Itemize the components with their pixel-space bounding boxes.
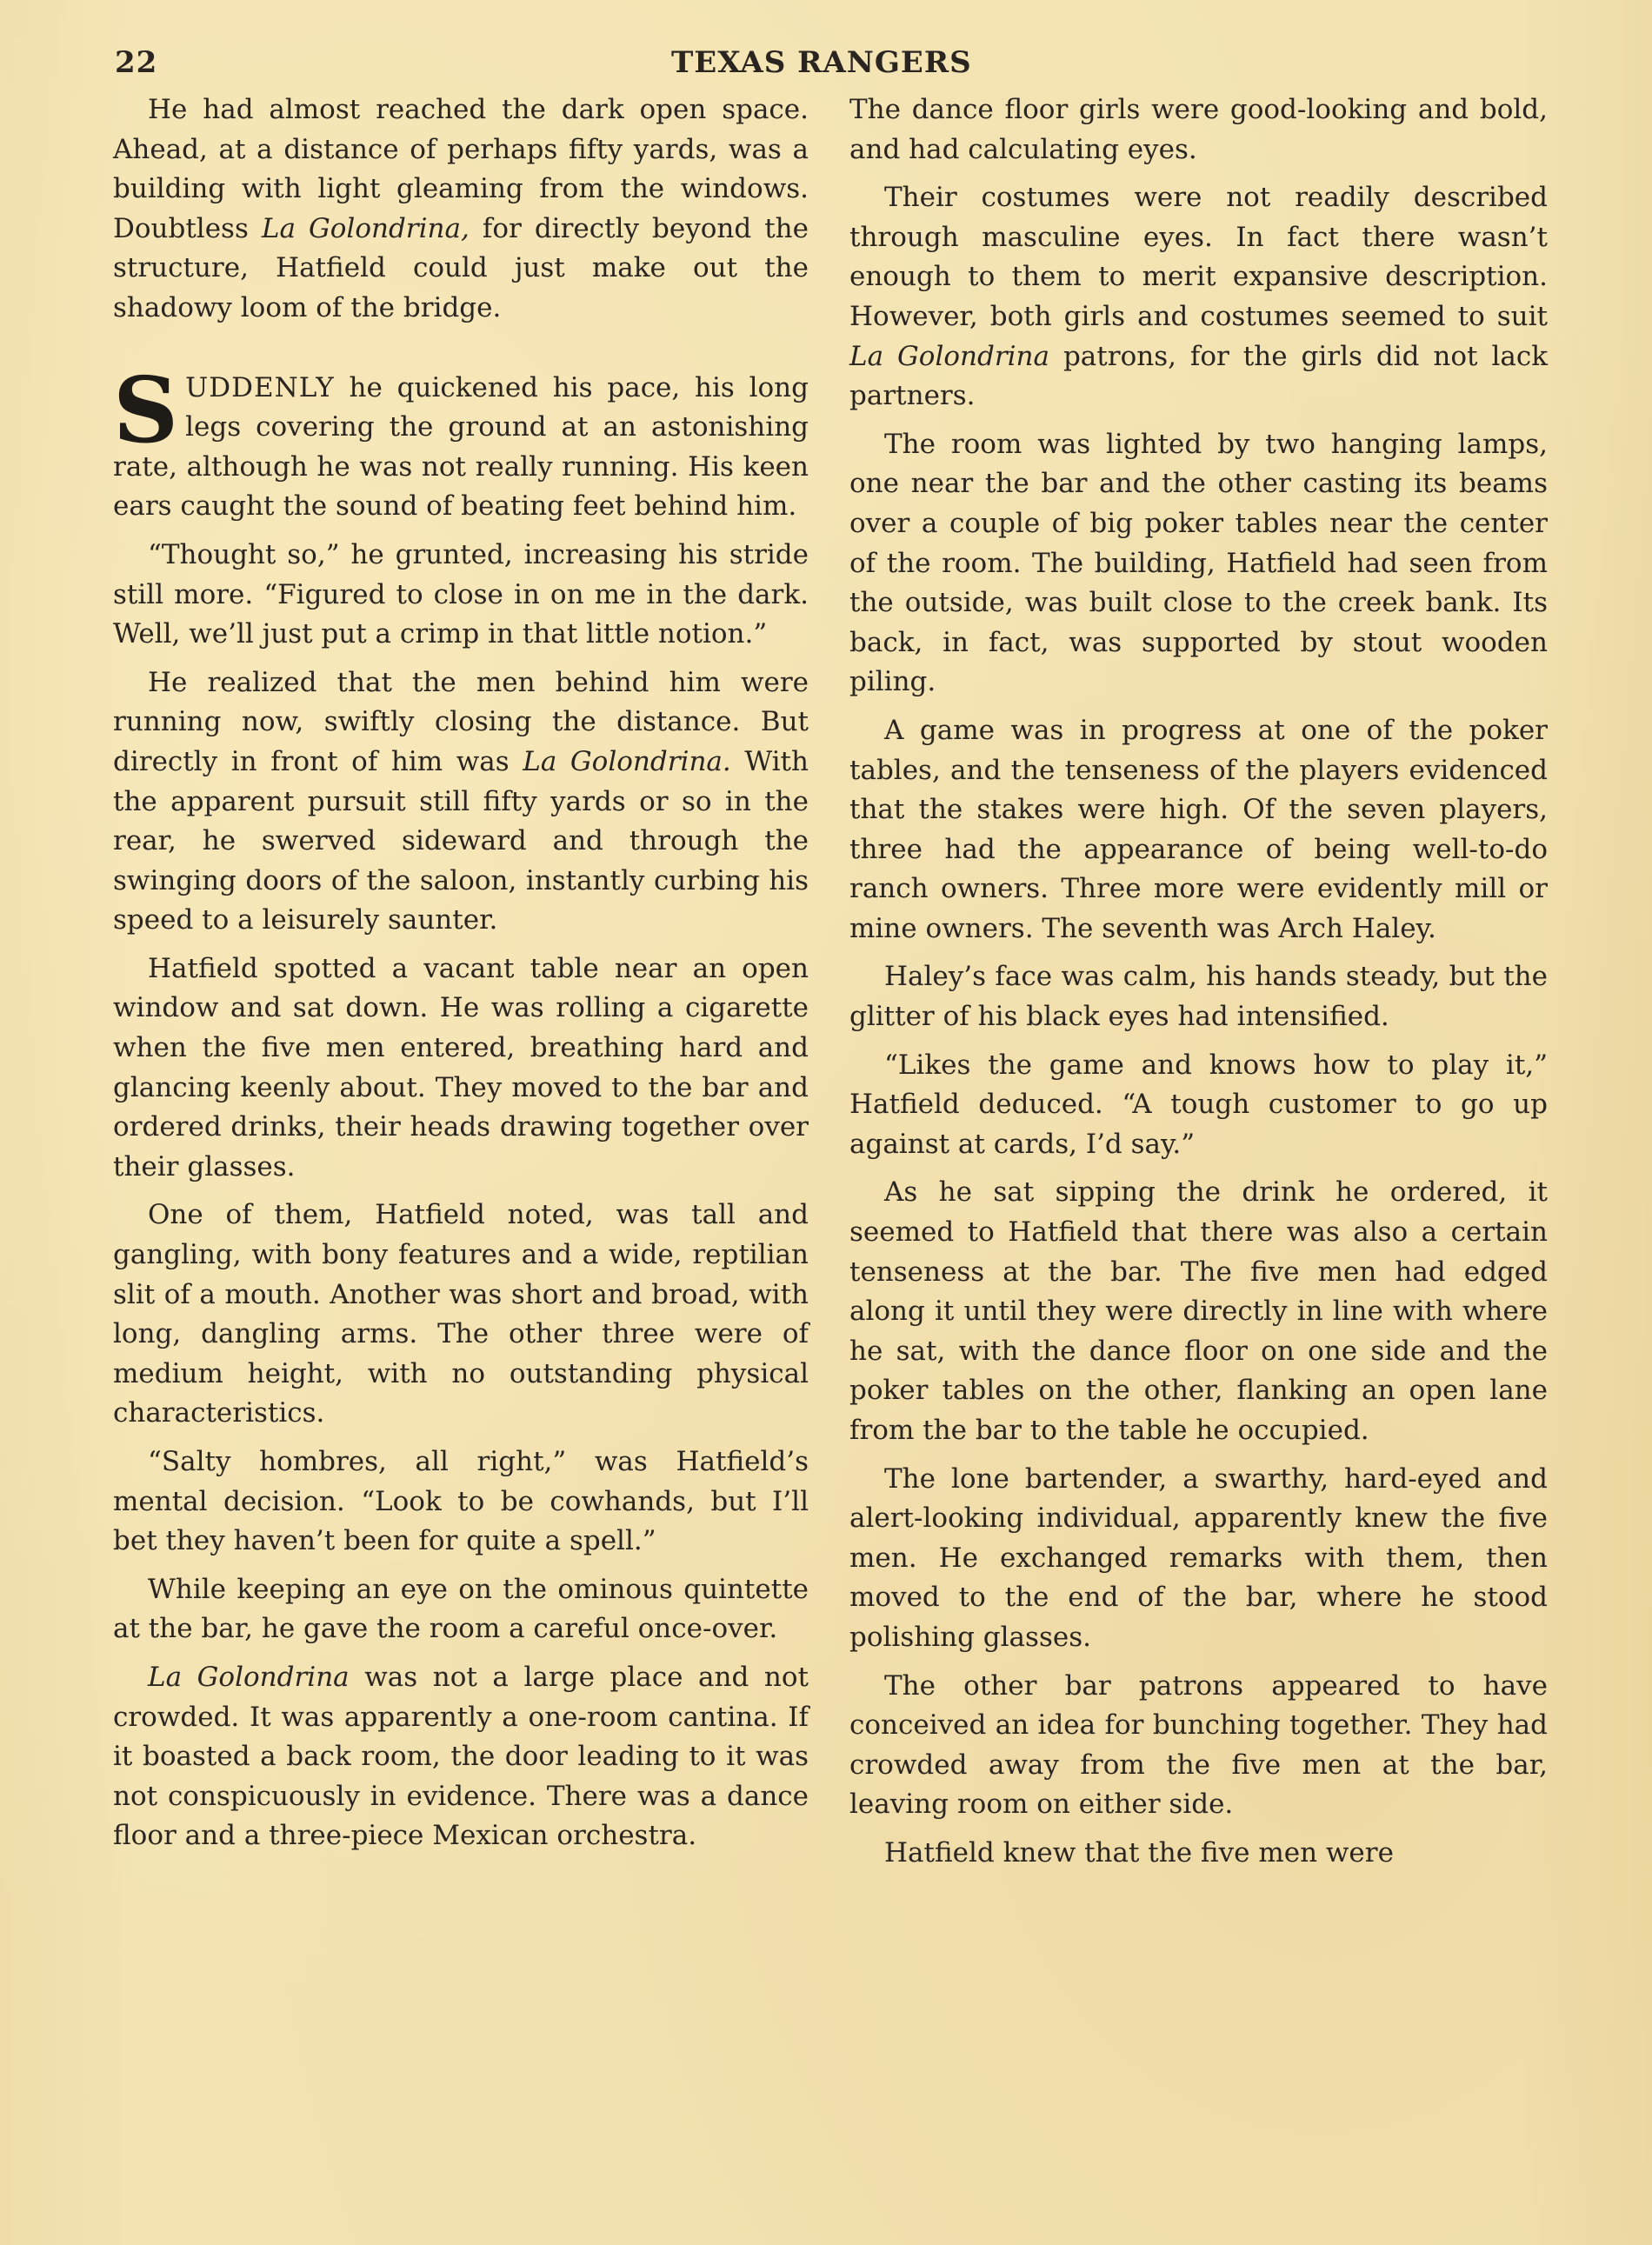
italic-title: La Golondrina (148, 1661, 350, 1693)
paragraph: “Likes the game and knows how to play it,” Hatfield deduced. “A tough customer to go up against at cards, I’d say.” (849, 1049, 1548, 1160)
paragraph-text: was not a large place and not crowded. It was apparently a one-room cantina. If it boasted a back room, the door leading to it was not conspicuously in evidence. There was a dance floor and a three-piece Mexican orchestra. (113, 1661, 809, 1852)
paragraph-text: patrons, for the girls did not lack partners. (849, 340, 1548, 412)
paragraph-text: he quickened his pace, his long legs covering the ground at an astonishing rate, although he was not really running. His keen ears caught the sound of beating feet behind him. (113, 371, 809, 523)
paragraph: As he sat sipping the drink he ordered, it seemed to Hatfield that there was also a certain tenseness at the bar. The five men had edged along it until they were directly in line with where he sat, with the dance floor on one side and the poker tables on the other, flanking an open lane from the bar to the table he occupied. (849, 1176, 1548, 1446)
paragraph (113, 1658, 809, 1856)
paragraph (113, 90, 809, 329)
paragraph: The other bar patrons appeared to have conceived an idea for bunching together. They had crowded away from the five men at the bar, leaving room on either side. (849, 1669, 1548, 1821)
paragraph: While keeping an eye on the ominous quintette at the bar, he gave the room a careful once-over. (113, 1573, 809, 1645)
italic-title: La Golondrina. (523, 745, 731, 777)
page-number: 22 (115, 45, 158, 80)
right-column (849, 90, 1548, 1882)
paragraph: “Salty hombres, all right,” was Hatfield’s mental decision. “Look to be cowhands, but I’ll bet they haven’t been for quite a spell.” (113, 1446, 809, 1557)
italic-title: La Golondrina, (261, 212, 470, 244)
paragraph: “Thought so,” he grunted, increasing his stride still more. “Figured to close in on me in the dark. Well, we’ll just put a crimp in that little notion.” (113, 538, 809, 650)
paragraph-text: With the apparent pursuit still fifty yards or so in the rear, he swerved sideward and through the swinging doors of the saloon, instantly curbing his speed to a leisurely saunter. (113, 745, 809, 936)
italic-title: La Golondrina (849, 340, 1050, 372)
paragraph: A game was in progress at one of the poker tables, and the tenseness of the players evidenced that the stakes were high. Of the seven players, three had the appearance of being well-to-do ranch owners. Three more were evidently mill or mine owners. The seventh was Arch Haley. (849, 714, 1548, 944)
lead-in-caps: UDDENLY (185, 371, 335, 403)
paragraph-text: for directly beyond the structure, Hatfield could just make out the shadowy loom of the bridge. (113, 212, 809, 323)
paragraph: The lone bartender, a swarthy, hard-eyed and alert-looking individual, apparently knew the five men. He exchanged remarks with them, then moved to the end of the bar, where he stood polishing glasses. (849, 1462, 1548, 1653)
paragraph-text: He had almost reached the dark open space. Ahead, at a distance of perhaps fifty yards, was a building with light gleaming from the windows. Doubtless (113, 94, 809, 244)
paragraph: The dance floor girls were good-looking and bold, and had calculating eyes. (849, 94, 1548, 165)
paragraph: Hatfield spotted a vacant table near an open window and sat down. He was rolling a cigarette when the five men entered, breathing hard and glancing keenly about. They moved to the bar and ordered drinks, their heads drawing together over their glasses. (113, 952, 809, 1182)
running-head: TEXAS RANGERS (671, 45, 972, 80)
paragraph: Haley’s face was calm, his hands steady, but the glitter of his black eyes had intensified. (849, 961, 1548, 1033)
paragraph-text: He realized that the men behind him were running now, swiftly closing the distance. But directly in front of him was (113, 666, 809, 777)
section-opening-paragraph (113, 356, 809, 527)
paragraph (849, 178, 1548, 416)
paragraph: Hatfield knew that the five men were (884, 1836, 1394, 1869)
paragraph (113, 663, 809, 941)
paragraph: The room was lighted by two hanging lamps, one near the bar and the other casting its beams over a couple of big poker tables near the center of the room. The building, Hatfield had seen from the outside, was built close to the creek bank. Its back, in fact, was supported by stout wooden piling. (849, 428, 1548, 698)
paragraph-text: Their costumes were not readily described through masculine eyes. In fact there wasn’t enough to them to merit expansive description. However, both girls and costumes seemed to suit (849, 182, 1548, 332)
left-column (113, 90, 809, 1865)
page-header (115, 45, 1549, 89)
drop-cap: S (113, 356, 179, 463)
paragraph: One of them, Hatfield noted, was tall and gangling, with bony features and a wide, reptilian slit of a mouth. Another was short and broad, with long, dangling arms. The other three were of medium height, with no outstanding physical characteristics. (113, 1199, 809, 1429)
